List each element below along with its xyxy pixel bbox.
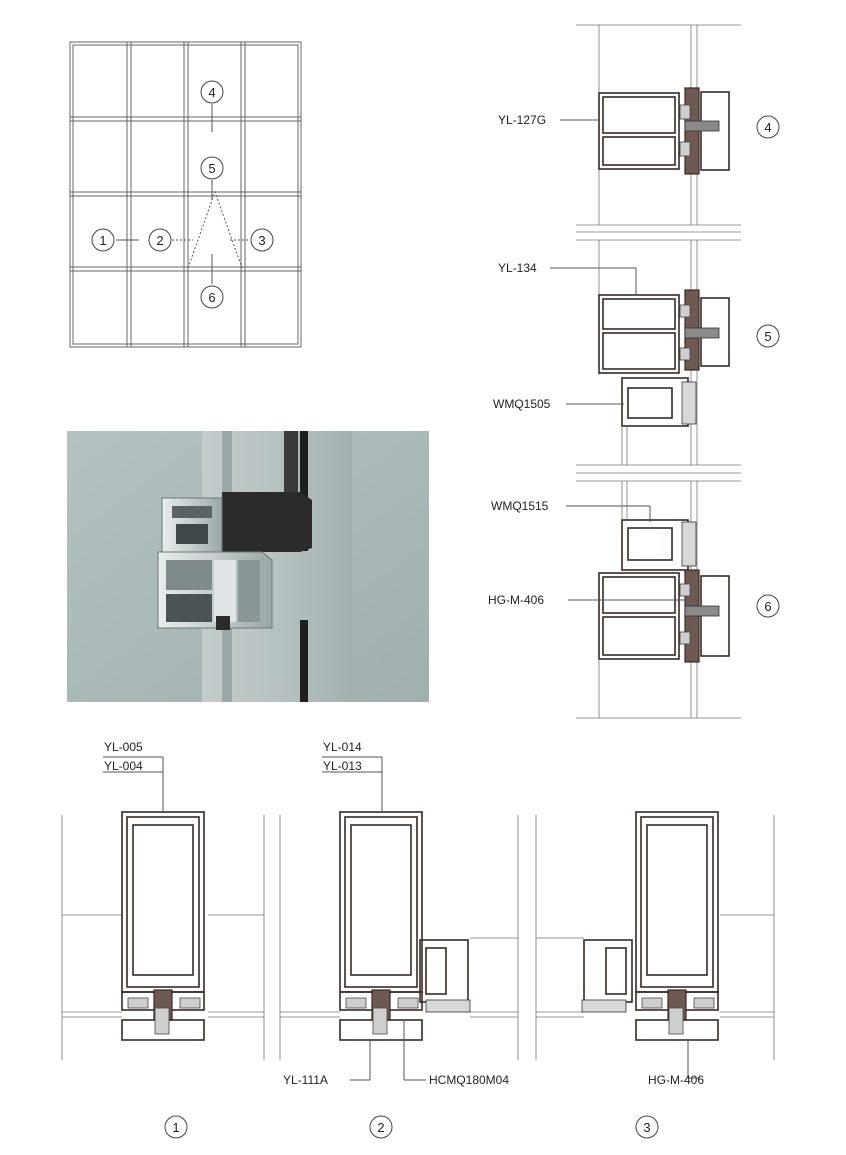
svg-text:YL-005: YL-005 xyxy=(104,740,143,754)
section-marker-1 xyxy=(165,1116,187,1138)
elevation-marker-3 xyxy=(251,229,273,251)
svg-text:6: 6 xyxy=(764,599,772,614)
section-2-mullion xyxy=(280,757,518,1080)
callout-wmq1515 xyxy=(491,499,549,513)
svg-text:YL-134: YL-134 xyxy=(498,261,537,275)
section-4-transom xyxy=(560,25,741,225)
callout-hg-m-406-right xyxy=(488,593,544,607)
callout-yl-014 xyxy=(323,740,362,754)
callout-yl-134 xyxy=(498,261,537,275)
svg-text:5: 5 xyxy=(764,329,772,344)
svg-text:1: 1 xyxy=(172,1120,180,1135)
elevation-marker-6 xyxy=(201,286,223,308)
svg-text:5: 5 xyxy=(208,161,216,176)
svg-text:2: 2 xyxy=(377,1120,385,1135)
elevation-marker-4 xyxy=(201,81,223,103)
section-marker-2 xyxy=(370,1116,392,1138)
callout-hg-m-406-bottom xyxy=(648,1073,704,1087)
section-marker-5 xyxy=(757,325,779,347)
section-6-transom xyxy=(566,473,741,718)
svg-text:WMQ1515: WMQ1515 xyxy=(491,499,549,513)
svg-text:YL-014: YL-014 xyxy=(323,740,362,754)
section-1-mullion xyxy=(62,757,264,1060)
elevation-marker-5 xyxy=(201,157,223,179)
svg-text:HG-M-406: HG-M-406 xyxy=(648,1073,705,1087)
callout-hcmq180m04 xyxy=(429,1073,509,1087)
svg-text:4: 4 xyxy=(764,120,772,135)
callout-wmq1505 xyxy=(493,397,551,411)
svg-text:4: 4 xyxy=(208,85,216,100)
svg-text:YL-013: YL-013 xyxy=(323,759,362,773)
section-3-mullion xyxy=(536,812,774,1078)
section-marker-3 xyxy=(636,1116,658,1138)
callout-yl-127g xyxy=(498,113,546,127)
svg-text:YL-111A: YL-111A xyxy=(283,1073,328,1087)
section-marker-4 xyxy=(757,116,779,138)
svg-text:1: 1 xyxy=(99,233,107,248)
svg-text:YL-004: YL-004 xyxy=(104,759,143,773)
svg-text:3: 3 xyxy=(258,233,266,248)
svg-text:3: 3 xyxy=(643,1120,651,1135)
callout-yl-004 xyxy=(104,759,143,773)
elevation-grid xyxy=(70,42,301,347)
elevation-marker-1 xyxy=(92,229,114,251)
svg-text:6: 6 xyxy=(208,290,216,305)
profile-3d-render xyxy=(67,431,429,702)
callout-yl-005 xyxy=(104,740,143,754)
callout-yl-013 xyxy=(323,759,362,773)
svg-text:2: 2 xyxy=(156,233,164,248)
svg-text:HG-M-406: HG-M-406 xyxy=(488,593,545,607)
svg-text:YL-127G: YL-127G xyxy=(498,113,547,127)
section-5-transom xyxy=(550,232,741,465)
elevation-marker-2 xyxy=(149,229,171,251)
svg-text:WMQ1505: WMQ1505 xyxy=(493,397,551,411)
callout-yl-111a xyxy=(283,1073,328,1087)
section-marker-6 xyxy=(757,595,779,617)
svg-text:HCMQ180M04: HCMQ180M04 xyxy=(429,1073,510,1087)
